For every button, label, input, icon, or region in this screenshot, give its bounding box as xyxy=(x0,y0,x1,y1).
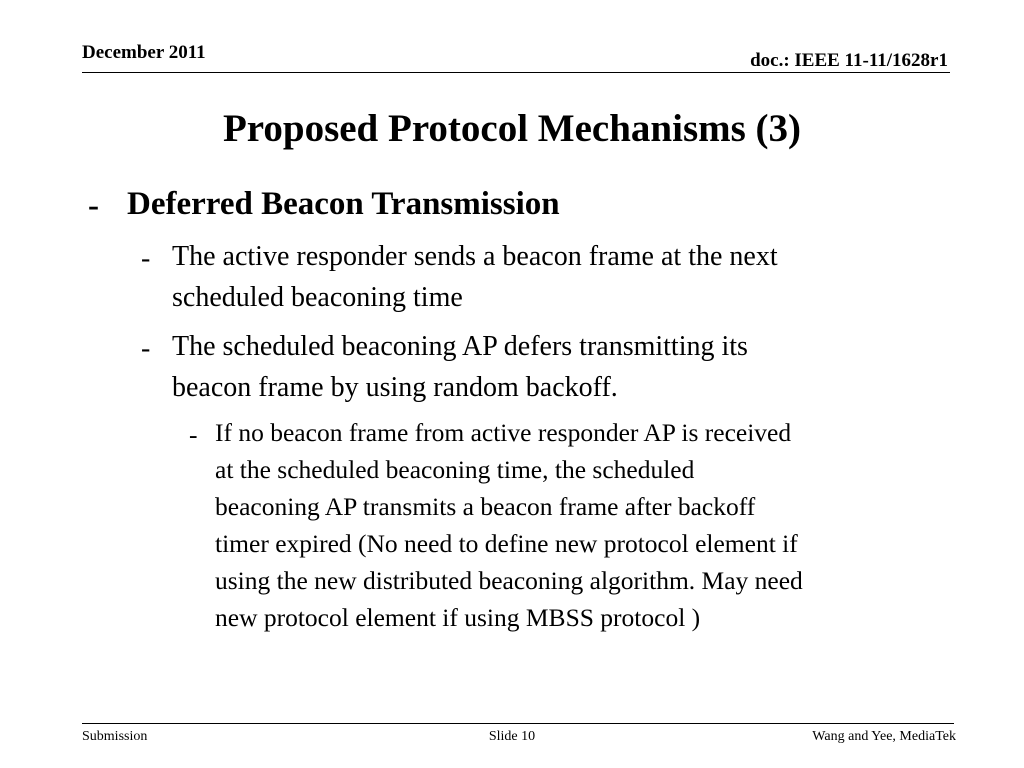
bullet-level2-line: The scheduled beaconing AP defers transmitting its xyxy=(172,331,748,362)
header-date: December 2011 xyxy=(82,42,206,63)
bullet-level3-line: at the scheduled beaconing time, the scheduled xyxy=(215,455,695,484)
bullet-marker: - xyxy=(88,188,99,224)
bullet-level3-line: If no beacon frame from active responder AP is received xyxy=(215,418,792,447)
footer-authors: Wang and Yee, MediaTek xyxy=(812,729,956,744)
bullet-marker: - xyxy=(141,333,151,364)
slide-title: Proposed Protocol Mechanisms (3) xyxy=(222,107,802,150)
bullet-level2-line: beacon frame by using random backoff. xyxy=(172,372,618,403)
bullet-level1-text: Deferred Beacon Transmission xyxy=(127,186,560,222)
bullet-marker: - xyxy=(189,420,198,449)
bullet-level3-line: new protocol element if using MBSS protocol ) xyxy=(215,603,701,632)
footer-divider xyxy=(82,723,954,724)
header-doc-id: doc.: IEEE 11-11/1628r1 xyxy=(750,50,948,71)
bullet-level3-line: timer expired (No need to define new protocol element if xyxy=(215,529,798,558)
bullet-marker: - xyxy=(141,243,151,274)
bullet-level2-line: The active responder sends a beacon frame at the next xyxy=(172,241,778,272)
footer-submission: Submission xyxy=(82,729,148,744)
bullet-level3-line: using the new distributed beaconing algorithm. May need xyxy=(215,566,803,595)
footer-slide-number: Slide 10 xyxy=(488,729,536,744)
bullet-level2-line: scheduled beaconing time xyxy=(172,282,463,313)
bullet-level3-line: beaconing AP transmits a beacon frame after backoff xyxy=(215,492,756,521)
